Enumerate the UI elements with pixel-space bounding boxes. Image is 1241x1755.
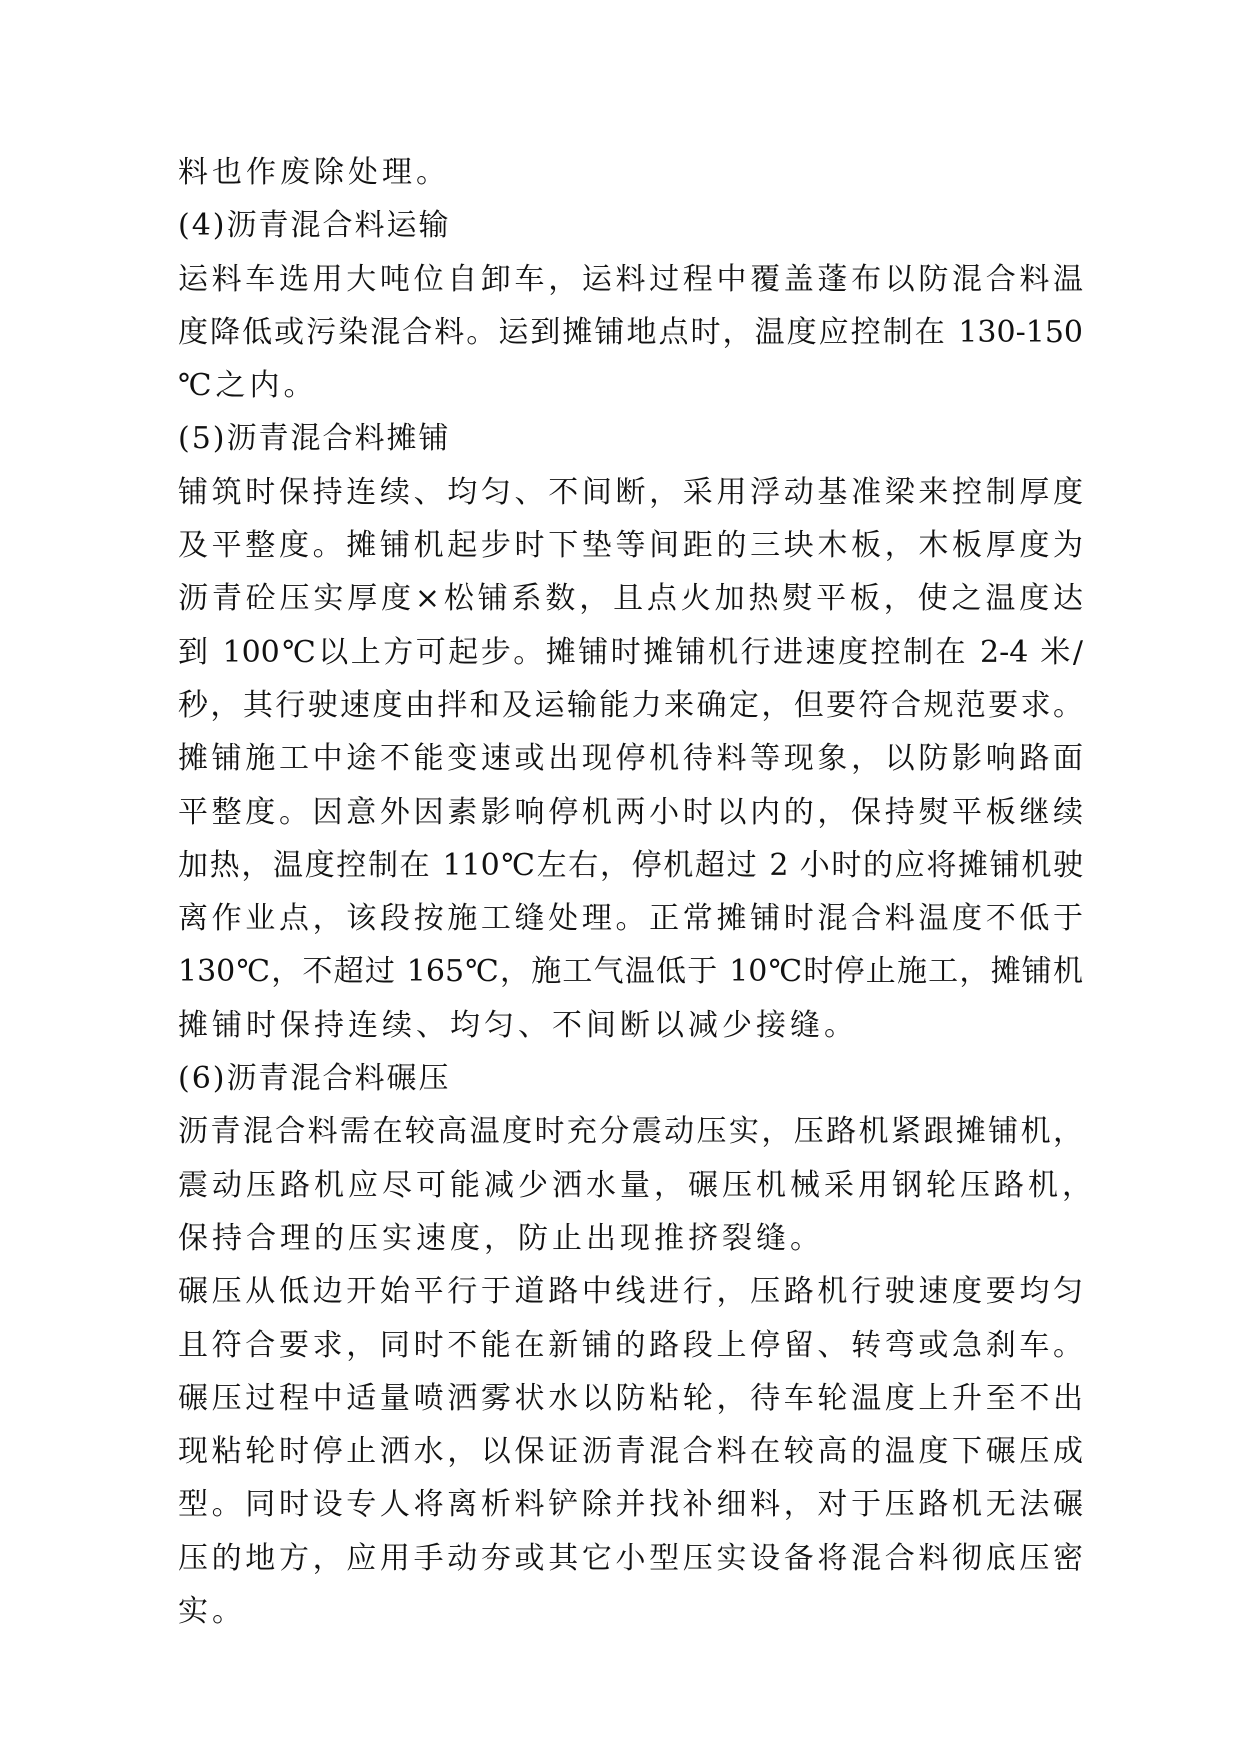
paragraph-line: 摊铺施工中途不能变速或出现停机待料等现象，以防影响路面: [178, 741, 1083, 777]
paragraph-line: 碾压过程中适量喷洒雾状水以防粘轮，待车轮温度上升至不出: [178, 1380, 1083, 1416]
paragraph-line: 铺筑时保持连续、均匀、不间断，采用浮动基准梁来控制厚度: [178, 474, 1083, 510]
paragraph-line: 且符合要求，同时不能在新铺的路段上停留、转弯或急刹车。: [178, 1327, 1083, 1363]
paragraph-line: 型。同时设专人将离析料铲除并找补细料，对于压路机无法碾: [178, 1487, 1083, 1523]
document-body: [178, 146, 1096, 1638]
paragraph-line: 现粘轮时停止洒水，以保证沥青混合料在较高的温度下碾压成: [178, 1434, 1083, 1470]
paragraph-line: 震动压路机应尽可能减少洒水量，碾压机械采用钢轮压路机，: [178, 1167, 1096, 1203]
section-heading-paving: (5)沥青混合料摊铺: [178, 421, 451, 457]
section-heading-transport: (4)沥青混合料运输: [178, 208, 451, 244]
paragraph-line: 碾压从低边开始平行于道路中线进行，压路机行驶速度要均匀: [178, 1274, 1083, 1310]
section-heading-rolling: (6)沥青混合料碾压: [178, 1061, 451, 1097]
paragraph-line: 料也作废除处理。: [178, 155, 450, 190]
paragraph-line: 130℃，不超过 165℃，施工气温低于 10℃时停止施工，摊铺机: [178, 954, 1083, 990]
paragraph-line: 摊铺时保持连续、均匀、不间断以减少接缝。: [178, 1007, 858, 1043]
paragraph-line: 平整度。因意外因素影响停机两小时以内的，保持熨平板继续: [178, 794, 1083, 830]
paragraph-line: 离作业点，该段按施工缝处理。正常摊铺时混合料温度不低于: [178, 901, 1083, 937]
paragraph-line: 及平整度。摊铺机起步时下垫等间距的三块木板，木板厚度为: [178, 528, 1083, 564]
paragraph-line: 沥青砼压实厚度×松铺系数，且点火加热熨平板，使之温度达: [178, 581, 1083, 617]
paragraph-line: 加热，温度控制在 110℃左右，停机超过 2 小时的应将摊铺机驶: [178, 847, 1083, 883]
paragraph-line: ℃之内。: [178, 368, 318, 404]
paragraph-line: 秒，其行驶速度由拌和及运输能力来确定，但要符合规范要求。: [178, 687, 1083, 723]
paragraph-line: 压的地方，应用手动夯或其它小型压实设备将混合料彻底压密: [178, 1540, 1083, 1576]
paragraph-line: 沥青混合料需在较高温度时充分震动压实，压路机紧跟摊铺机，: [178, 1114, 1083, 1150]
paragraph-line: 到 100℃以上方可起步。摊铺时摊铺机行进速度控制在 2-4 米/: [178, 634, 1083, 670]
paragraph-line: 运料车选用大吨位自卸车，运料过程中覆盖蓬布以防混合料温: [178, 261, 1083, 297]
paragraph-line: 实。: [178, 1594, 246, 1630]
paragraph-line: 保持合理的压实速度，防止出现推挤裂缝。: [178, 1220, 824, 1256]
paragraph-line: 度降低或污染混合料。运到摊铺地点时，温度应控制在 130-150: [178, 314, 1083, 350]
